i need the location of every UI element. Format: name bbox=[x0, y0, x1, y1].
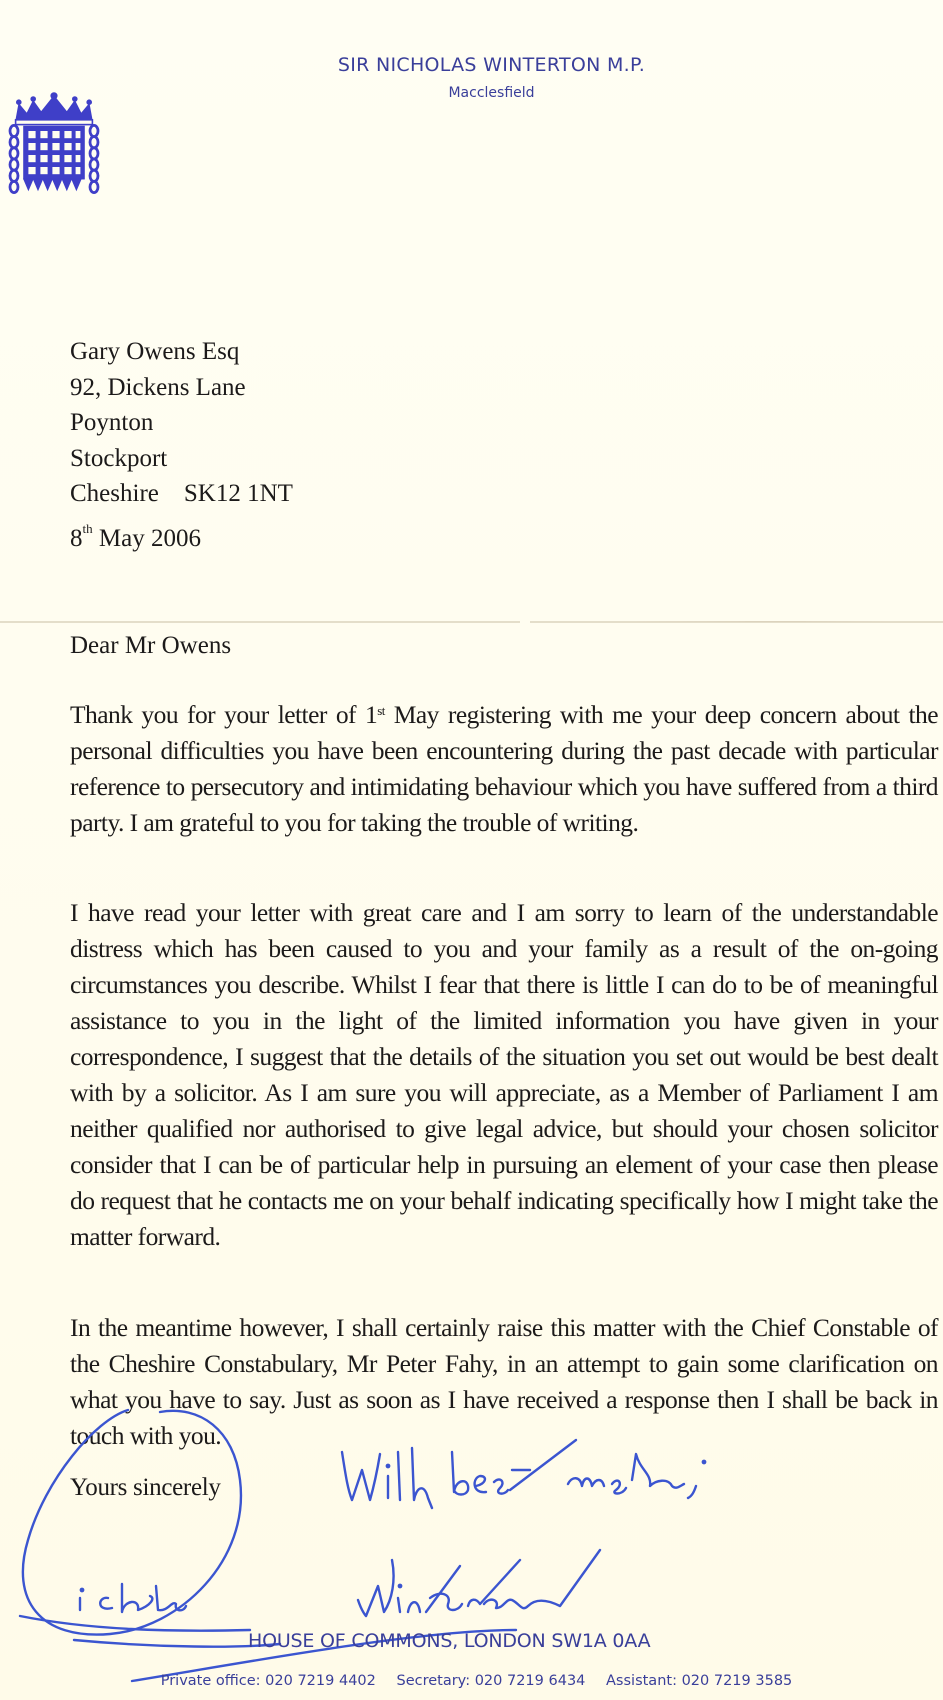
recipient-county-postcode: Cheshire SK12 1NT bbox=[70, 480, 293, 507]
secretary-phone: Secretary: 020 7219 6434 bbox=[396, 1673, 586, 1689]
footer-address: HOUSE OF COMMONS, LONDON SW1A 0AA bbox=[248, 1630, 651, 1652]
salutation: Dear Mr Owens bbox=[70, 632, 232, 659]
paragraph-text: Thank you for your letter of 1 bbox=[70, 700, 378, 729]
private-office-phone: Private office: 020 7219 4402 bbox=[160, 1673, 376, 1689]
letter-date bbox=[70, 521, 201, 553]
body-paragraph-3: In the meantime however, I shall certainly raise this matter with the Chief Constable of the Cheshire Constabulary, Mr Peter Fahy, in an attempt to gain some clarification on what you have to say. Just as soon as I have received a response then I shall be back in touch with you. bbox=[70, 1313, 938, 1450]
portcullis-crown-icon bbox=[6, 84, 102, 202]
letterhead-name: SIR NICHOLAS WINTERTON M.P. bbox=[337, 54, 646, 76]
date-suffix: th bbox=[82, 521, 93, 536]
recipient-city: Stockport bbox=[70, 444, 168, 472]
recipient-street: 92, Dickens Lane bbox=[70, 373, 246, 401]
recipient-address bbox=[70, 334, 293, 512]
assistant-phone: Assistant: 020 7219 3585 bbox=[606, 1673, 793, 1689]
date-day: 8 bbox=[70, 525, 83, 552]
body-paragraph-1 bbox=[70, 697, 938, 841]
date-month-year: May 2006 bbox=[92, 525, 201, 552]
footer-phone-numbers bbox=[0, 1673, 943, 1689]
letterhead-constituency: Macclesfield bbox=[448, 85, 535, 101]
recipient-town: Poynton bbox=[70, 409, 154, 436]
body-paragraph-2: I have read your letter with great care and I am sorry to learn of the understandable distress which has been caused to you and your family as a result of the on-going circumstances you describe. Whilst I fear that there is little I can do to be of meaningful assistance to you in the light of the limited information you have given in your correspondence, I suggest that the details of the situation you set out would be best dealt with by a solicitor. As I am sure you will appreciate, as a Member of Parliament I am neither qualified nor authorised to give legal advice, but should your chosen solicitor consider that I can be of particular help in pursuing an element of your case then please do request that he contacts me on your behalf indicating specifically how I might take the matter forward. bbox=[70, 898, 938, 1251]
ordinal-suffix: st bbox=[377, 703, 385, 718]
fold-crease bbox=[0, 621, 943, 623]
paragraph-text: May registering with me your deep concern about the personal difficulties you have been encountering during the past decade with particular reference to persecutory and intimidating behaviour which you have suffered from a third party. I am grateful to you for taking the trouble of writing. bbox=[70, 700, 938, 837]
recipient-name: Gary Owens Esq bbox=[70, 338, 240, 365]
closing: Yours sincerely bbox=[70, 1474, 221, 1501]
